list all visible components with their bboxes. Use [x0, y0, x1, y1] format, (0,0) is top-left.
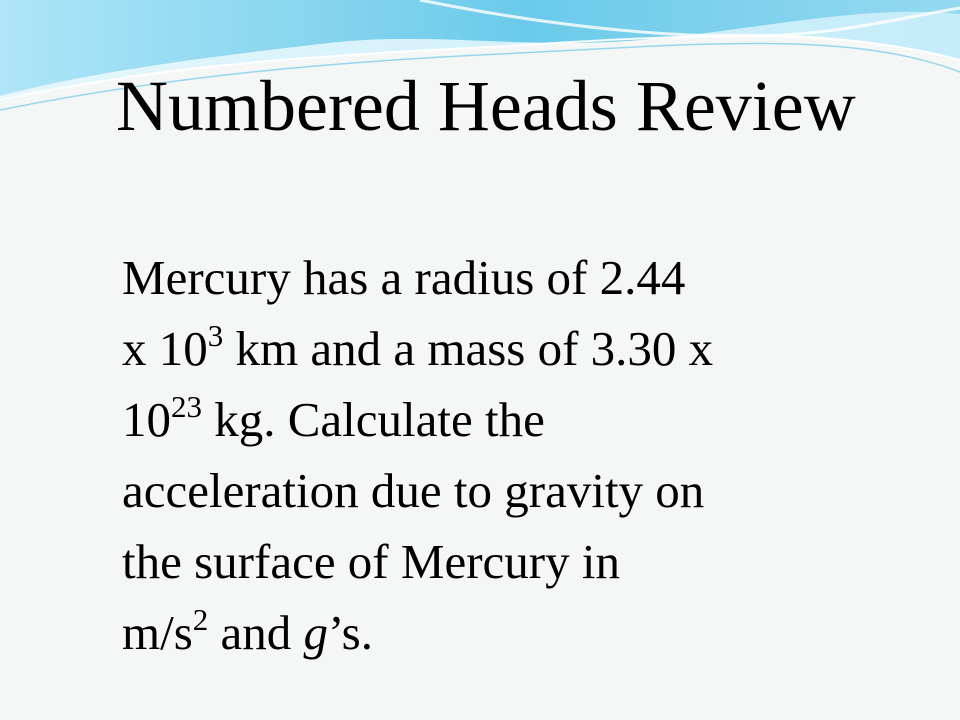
slide-title: Numbered Heads Review	[116, 66, 856, 146]
units-conjunction: and	[208, 605, 304, 660]
question-text	[122, 242, 922, 668]
question-line-2	[122, 313, 922, 384]
question-line-1: Mercury has a radius of 2.44	[122, 250, 686, 305]
question-line-4: acceleration due to gravity on	[122, 463, 705, 518]
mass-base: 10	[122, 392, 171, 447]
mass-exponent: 23	[171, 388, 202, 424]
question-line-6-end: ’s.	[328, 605, 373, 660]
question-line-6	[122, 597, 922, 668]
units-base: m/s	[122, 605, 193, 660]
question-line-3	[122, 384, 922, 455]
question-line-2-text: km and a mass of 3.30 x	[223, 321, 714, 376]
question-line-3-text: kg. Calculate the	[202, 392, 545, 447]
units-exponent: 2	[192, 601, 209, 637]
radius-exponent: 3	[207, 317, 224, 353]
radius-coefficient-base: x 10	[122, 321, 208, 376]
gravity-symbol: g	[303, 605, 329, 660]
question-line-5: the surface of Mercury in	[122, 534, 620, 589]
